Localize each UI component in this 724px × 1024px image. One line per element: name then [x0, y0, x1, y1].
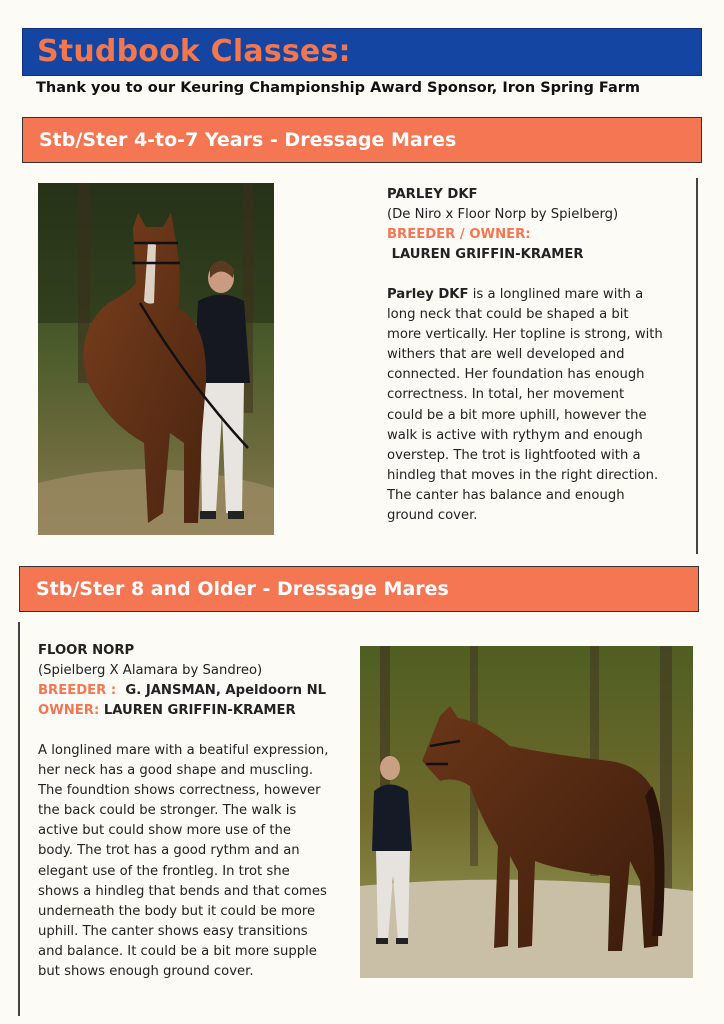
description-line: The canter has balance and enough	[387, 487, 625, 503]
description-line: correctness. In total, her movement	[387, 387, 625, 403]
description-line: hindleg that moves in the right direction.	[387, 467, 659, 483]
page-title: Studbook Classes:	[37, 34, 351, 69]
horse-name: PARLEY DKF	[387, 187, 478, 202]
description-line: shows a hindleg that bends and that comes	[38, 883, 327, 899]
section-heading-text: Stb/Ster 4-to-7 Years - Dressage Mares	[39, 129, 457, 151]
divider-line	[18, 622, 20, 1016]
description-line: and balance. It could be a bit more supple	[38, 943, 317, 959]
section-heading-8-and-older	[19, 566, 699, 612]
breeder-owner-label: BREEDER / OWNER:	[387, 227, 531, 242]
description-horse-name: Parley DKF	[387, 287, 469, 302]
section-heading-text: Stb/Ster 8 and Older - Dressage Mares	[36, 578, 449, 600]
description-line: ground cover.	[387, 508, 478, 524]
description-line: elegant use of the frontleg. In trot she	[38, 863, 290, 879]
description-line: is a longlined mare with a	[468, 287, 644, 302]
description-line: the back could be stronger. The walk is	[38, 803, 297, 819]
description-line: walk is active with rythym and enough	[387, 427, 643, 443]
section-heading-4-to-7	[22, 117, 702, 163]
title-banner	[22, 28, 702, 76]
description	[38, 741, 348, 982]
description-line: could be a bit more uphill, however the	[387, 407, 647, 423]
description-line: A longlined mare with a beatiful expression,	[38, 743, 329, 758]
description-line: body. The trot has a good rythm and an	[38, 843, 300, 859]
description-line: active but could show more use of the	[38, 823, 291, 839]
description-line: more vertically. Her topline is strong, with	[387, 327, 663, 343]
description-line: connected. Her foundation has enough	[387, 367, 645, 383]
owner-label: OWNER:	[38, 703, 100, 718]
horse-name: FLOOR NORP	[38, 643, 135, 658]
description-line: withers that are well developed and	[387, 347, 625, 363]
pedigree: (De Niro x Floor Norp by Spielberg)	[387, 207, 619, 222]
divider-line	[696, 178, 698, 554]
photo-floor-norp	[360, 646, 693, 978]
description	[387, 285, 687, 526]
horse-info-floor-norp	[38, 641, 348, 982]
description-line: The foundtion shows correctness, however	[38, 783, 321, 799]
owner-name: LAUREN GRIFFIN-KRAMER	[99, 703, 296, 718]
breeder-name: G. JANSMAN, Apeldoorn NL	[120, 683, 327, 698]
breeder-owner-name: LAUREN GRIFFIN-KRAMER	[387, 247, 584, 262]
photo-parley-dkf	[38, 183, 274, 535]
description-line: overstep. The trot is lightfooted with a	[387, 447, 641, 463]
description-line: her neck has a good shape and muscling.	[38, 763, 314, 779]
sponsor-line: Thank you to our Keuring Championship Award Sponsor, Iron Spring Farm	[36, 80, 641, 96]
description-line: but shows enough ground cover.	[38, 964, 254, 980]
description-line: uphill. The canter shows easy transitions	[38, 923, 308, 939]
horse-photo-image	[38, 183, 274, 535]
pedigree: (Spielberg X Alamara by Sandreo)	[38, 663, 263, 678]
description-line: long neck that could be shaped a bit	[387, 307, 629, 323]
horse-info-parley-dkf	[387, 185, 687, 526]
breeder-label: BREEDER :	[38, 683, 121, 698]
horse-photo-image	[360, 646, 693, 978]
description-line: underneath the body but it could be more	[38, 903, 316, 919]
